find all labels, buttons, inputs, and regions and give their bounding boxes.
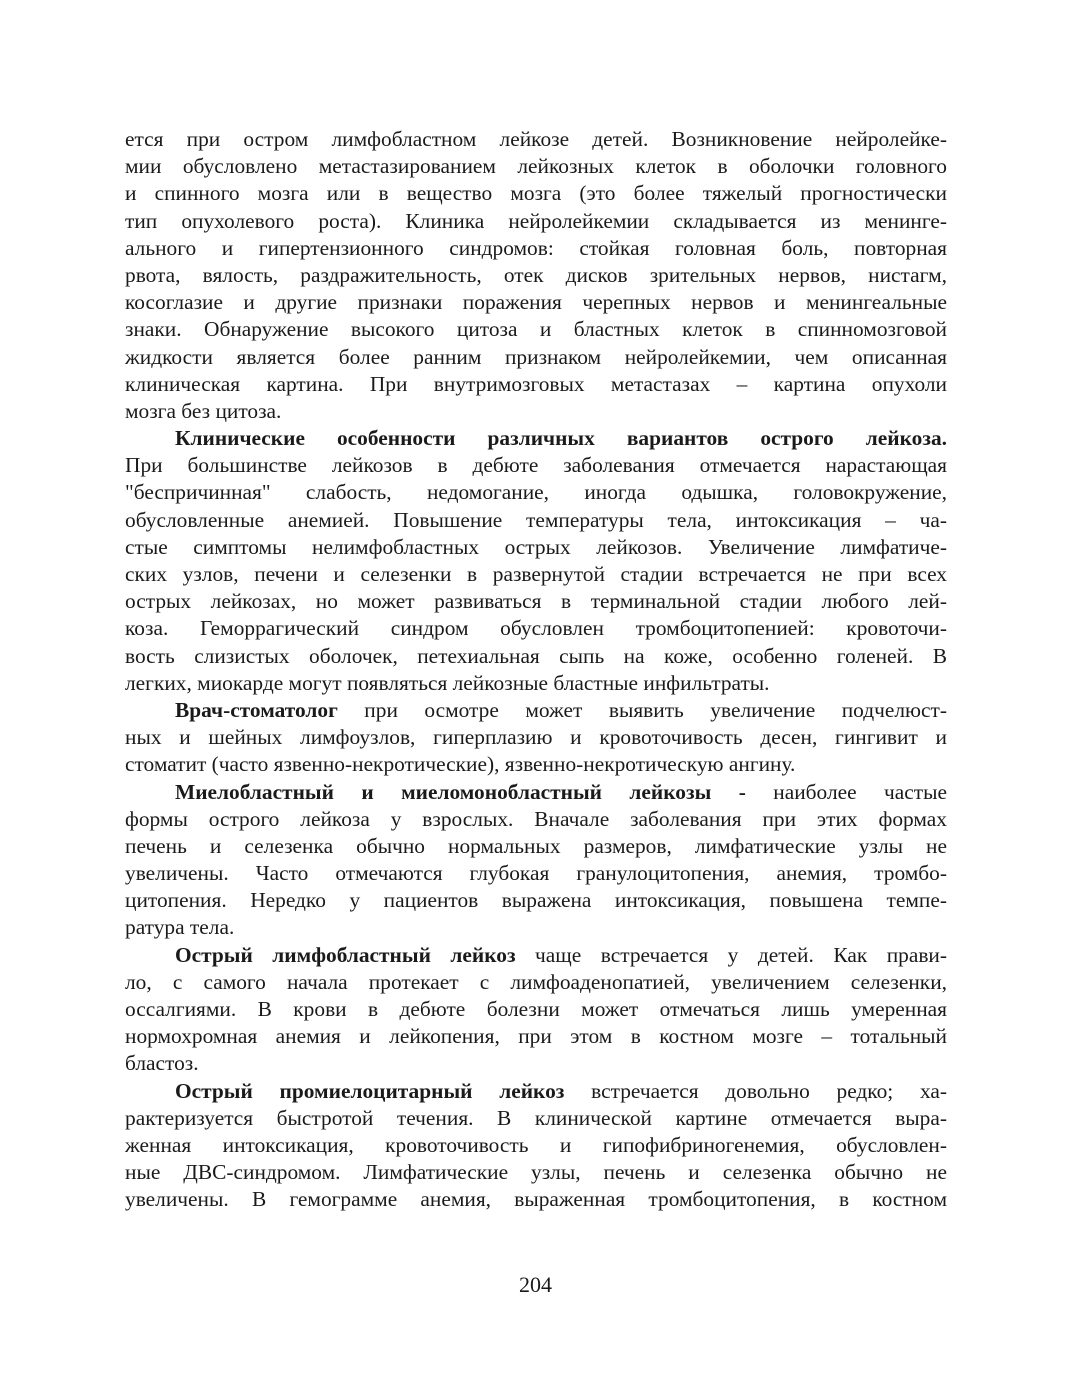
text-line: клиническая картина. При внутримозговых метастазах – картина опухоли [125, 371, 947, 396]
text-line: формы острого лейкоза у взрослых. Вначале заболевания при этих формах [125, 806, 947, 831]
bold-term: Миелобластный и миеломонобластный лейкозы - [175, 779, 746, 804]
paragraph-first-line [125, 1078, 947, 1105]
text-line: рвота, вялость, раздражительность, отек дисков зрительных нервов, нистагм, [125, 262, 947, 287]
text-line: рактеризуется быстротой течения. В клинической картине отмечается выра- [125, 1105, 947, 1130]
text-line: ло, с самого начала протекает с лимфоаденопатией, увеличением селезенки, [125, 969, 947, 994]
text-line: цитопения. Нередко у пациентов выражена интоксикация, повышена темпе- [125, 888, 947, 913]
text-line: бластоз. [125, 1051, 199, 1076]
text-run: чаще встречается у детей. Как прави- [515, 942, 947, 967]
page-number: 204 [519, 1272, 552, 1297]
bold-term: Врач-стоматолог [175, 697, 338, 722]
bold-term: Острый промиелоцитарный лейкоз [175, 1078, 565, 1103]
text-line: увеличены. В гемограмме анемия, выраженная тромбоцитопения, в костном [125, 1187, 947, 1212]
text-line: увеличены. Часто отмечаются глубокая гранулоцитопения, анемия, тромбо- [125, 861, 947, 886]
text-line: ные ДВС-синдромом. Лимфатические узлы, печень и селезенка обычно не [125, 1160, 947, 1185]
paragraph-myeloblastic [125, 779, 947, 942]
text-line: При большинстве лейкозов в дебюте заболевания отмечается нарастающая [125, 453, 947, 478]
paragraph-clinical-features [125, 425, 947, 697]
text-line: знаки. Обнаружение высокого цитоза и бластных клеток в спинномозговой [125, 317, 947, 342]
paragraph-dentist [125, 697, 947, 779]
text-line: печень и селезенка обычно нормальных размеров, лимфатические узлы не [125, 833, 947, 858]
text-line: обусловленные анемией. Повышение температуры тела, интоксикация – ча- [125, 507, 947, 532]
text-line: "беспричинная" слабость, недомогание, иногда одышка, головокружение, [125, 480, 947, 505]
text-line: ется при остром лимфобластном лейкозе детей. Возникновение нейролейке- [125, 127, 947, 151]
paragraph-promyelocytic [125, 1078, 947, 1214]
text-line: и спинного мозга или в вещество мозга (это более тяжелый прогностически [125, 181, 947, 206]
text-line: острых лейкозах, но может развиваться в терминальной стадии любого лей- [125, 589, 947, 614]
text-line: мозга без цитоза. [125, 398, 282, 423]
page-body [125, 126, 947, 1214]
text-line: оссалгиями. В крови в дебюте болезни может отмечаться лишь умеренная [125, 997, 947, 1021]
text-line: легких, миокарде могут появляться лейкозные бластные инфильтраты. [125, 670, 770, 695]
paragraph-continuation [125, 126, 947, 425]
text-run: встречается довольно редко; ха- [564, 1078, 947, 1103]
text-line: стоматит (часто язвенно-некротические), язвенно-некротическую ангину. [125, 752, 796, 777]
text-line: косоглазие и другие признаки поражения черепных нервов и менингеальные [125, 290, 947, 315]
paragraph-first-line [125, 697, 947, 724]
bold-term: Острый лимфобластный лейкоз [175, 942, 516, 967]
text-line: ных и шейных лимфоузлов, гиперплазию и кровоточивость десен, гингивит и [125, 725, 947, 750]
text-run: наиболее частые [745, 779, 947, 804]
text-line: мии обусловлено метастазированием лейкозных клеток в оболочки головного [125, 154, 947, 179]
text-line: коза. Геморрагический синдром обусловлен тромбоцитопенией: кровоточи- [125, 616, 947, 641]
text-line: стые симптомы нелимфобластных острых лейкозов. Увеличение лимфатиче- [125, 534, 947, 559]
text-line: жидкости является более ранним признаком нейролейкемии, чем описанная [125, 344, 947, 369]
paragraph-first-line [125, 779, 947, 806]
text-line: вость слизистых оболочек, петехиальная сыпь на коже, особенно голеней. В [125, 643, 947, 668]
paragraph-first-line [125, 425, 947, 452]
paragraph-first-line [125, 942, 947, 969]
text-line: тип опухолевого роста). Клиника нейролейкемии складывается из менинге- [125, 208, 947, 233]
text-run: при осмотре может выявить увеличение подчелюст- [337, 697, 947, 722]
text-line: ального и гипертензионного синдромов: стойкая головная боль, повторная [125, 235, 947, 260]
text-line: женная интоксикация, кровоточивость и гипофибриногенемия, обусловлен- [125, 1132, 947, 1157]
text-line: ратура тела. [125, 915, 235, 940]
paragraph-lymphoblastic [125, 942, 947, 1078]
text-line: ских узлов, печени и селезенки в развернутой стадии встречается не при всех [125, 562, 947, 586]
text-line: нормохромная анемия и лейкопения, при этом в костном мозге – тотальный [125, 1024, 947, 1049]
section-heading: Клинические особенности различных вариантов острого лейкоза. [175, 426, 947, 451]
